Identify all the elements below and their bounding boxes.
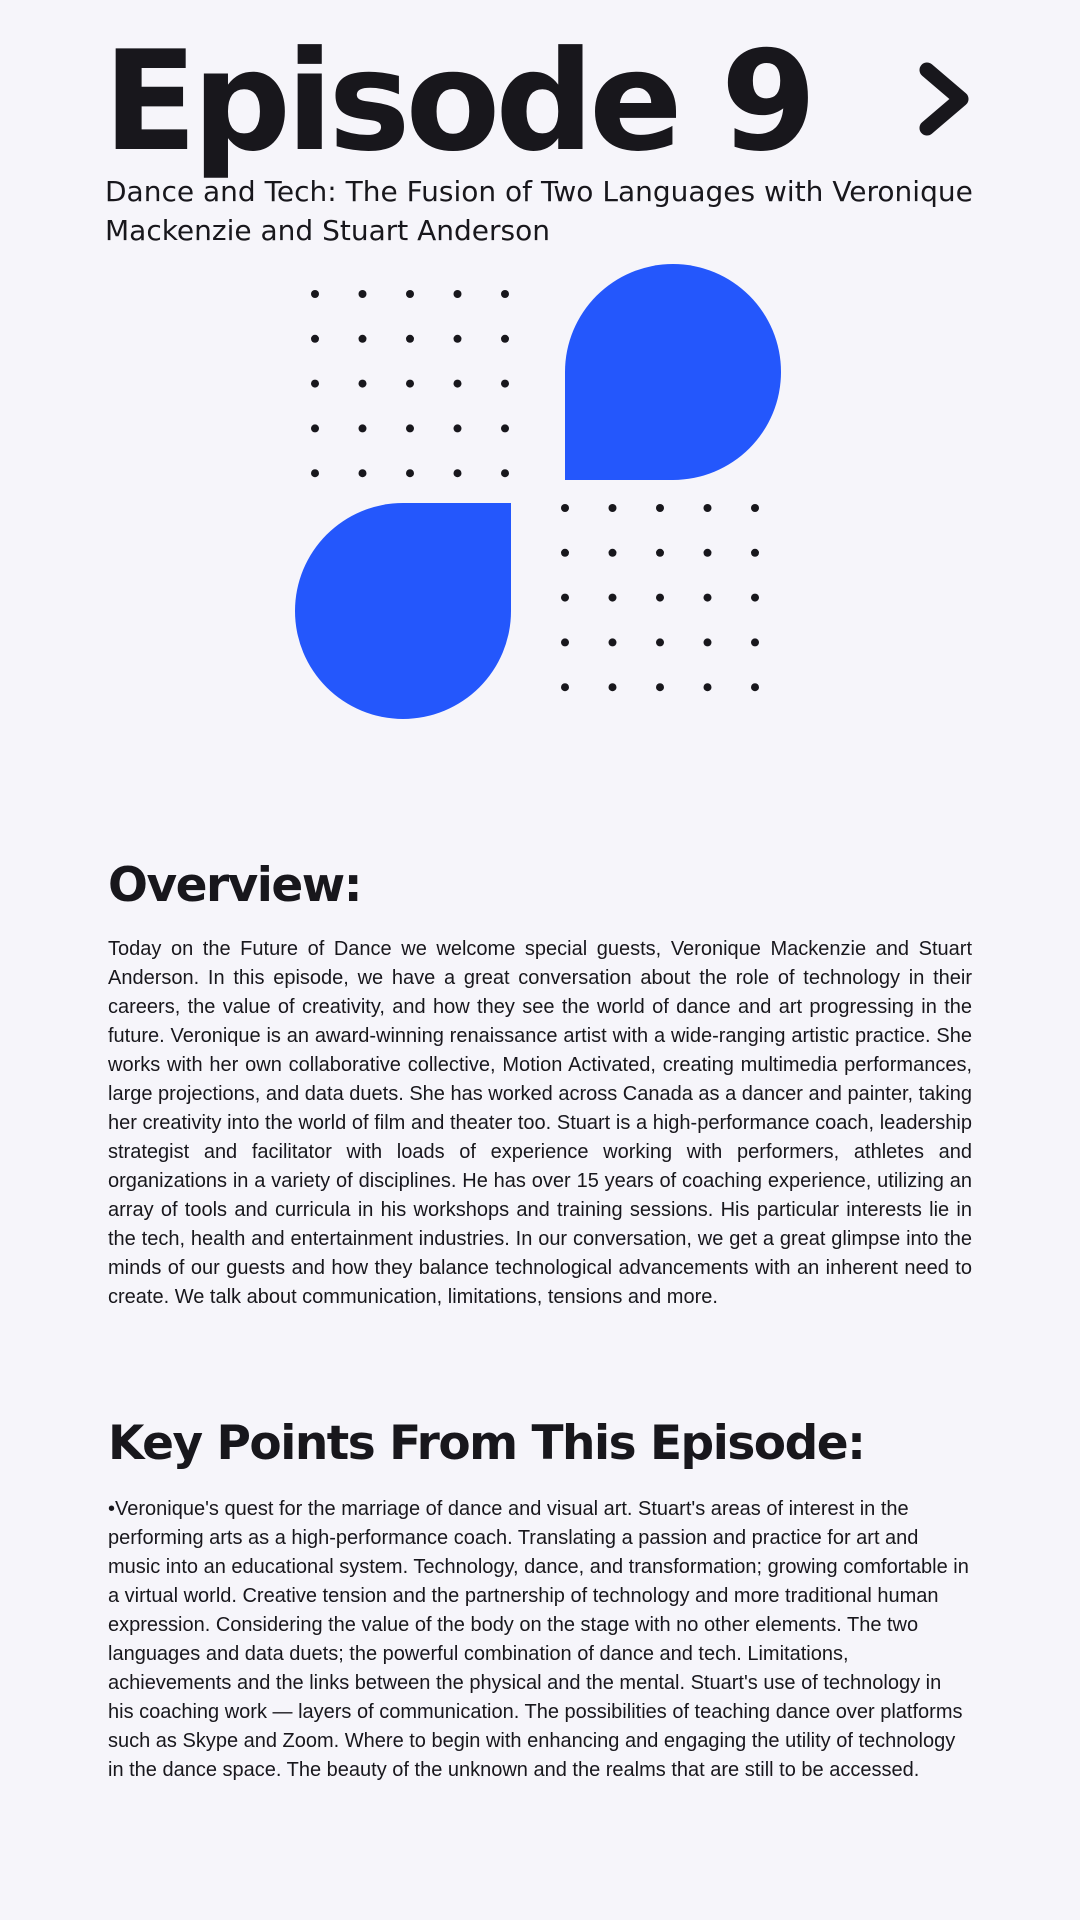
overview-heading: Overview: <box>108 858 361 913</box>
blue-teardrop-bottom-left <box>295 503 511 719</box>
dot <box>311 290 319 298</box>
dot <box>704 549 712 557</box>
dot <box>751 683 759 691</box>
key-points-text: •Veronique's quest for the marriage of dance and visual art. Stuart's areas of interest in the performing arts as a high-performance coach. Translating a passion and practice for art and music into an educational system. Technology, dance, and transformation; growing comfortable in a virtual world. Creative tension and the partnership of technology and more traditional human expression. Considering the value of the body on the stage with no other elements. The two languages and data duets; the powerful combination of dance and tech. Limitations, achievements and the links between the physical and the mental. Stuart's use of technology in his coaching work — layers of communication. The possibilities of teaching dance over platforms such as Skype and Zoom. Where to begin with enhancing and engaging the utility of technology in the dance space. The beauty of the unknown and the realms that are still to be accessed. <box>108 1498 969 1781</box>
dot <box>751 594 759 602</box>
dot <box>359 469 367 477</box>
dot <box>311 335 319 343</box>
dot <box>561 638 569 646</box>
next-episode-button[interactable] <box>915 60 975 138</box>
dot <box>561 549 569 557</box>
dot <box>501 290 509 298</box>
dot <box>359 424 367 432</box>
dot <box>454 335 462 343</box>
dot <box>501 469 509 477</box>
episode-title: Episode 9 <box>103 21 812 182</box>
dot <box>454 380 462 388</box>
dot <box>406 469 414 477</box>
dot <box>704 683 712 691</box>
dot <box>406 424 414 432</box>
dot <box>656 549 664 557</box>
dot <box>609 638 617 646</box>
dot <box>454 469 462 477</box>
dot <box>656 683 664 691</box>
dot <box>609 504 617 512</box>
dot <box>311 424 319 432</box>
blue-teardrop-top-right <box>565 264 781 480</box>
dot <box>561 683 569 691</box>
dot <box>359 380 367 388</box>
dot <box>501 335 509 343</box>
dot <box>751 638 759 646</box>
dot <box>656 504 664 512</box>
dot <box>609 594 617 602</box>
key-points-heading: Key Points From This Episode: <box>108 1416 865 1471</box>
dot <box>656 638 664 646</box>
episode-subtitle: Dance and Tech: The Fusion of Two Languages with Veronique Mackenzie and Stuart Anderson <box>105 175 973 247</box>
dot <box>704 504 712 512</box>
dot <box>609 549 617 557</box>
overview-text: Today on the Future of Dance we welcome special guests, Veronique Mackenzie and Stuart Anderson. In this episode, we have a great conversation about the role of technology in their careers, the value of creativity, and how they see the world of dance and art progressing in the future. Veronique is an award-winning renaissance artist with a wide-ranging artistic practice. She works with her own collaborative collective, Motion Activated, creating multimedia performances, large projections, and data duets. She has worked across Canada as a dancer and painter, taking her creativity into the world of film and theater too. Stuart is a high-performance coach, leadership strategist and facilitator with loads of experience working with performers, athletes and organizations in a variety of disciplines. He has over 15 years of coaching experience, utilizing an array of tools and curricula in his workshops and training sessions. His particular interests lie in the tech, health and entertainment industries. In our conversation, we get a great glimpse into the minds of our guests and how they balance technological advancements with an inherent need to create. We talk about communication, limitations, tensions and more. <box>108 938 972 1308</box>
dot-grid-top-left <box>311 290 509 477</box>
dot <box>406 335 414 343</box>
dot <box>406 380 414 388</box>
dot <box>656 594 664 602</box>
dot <box>454 424 462 432</box>
dot <box>609 683 617 691</box>
dot <box>751 549 759 557</box>
dot <box>454 290 462 298</box>
dot <box>501 424 509 432</box>
dot <box>311 469 319 477</box>
dot <box>751 504 759 512</box>
dot <box>406 290 414 298</box>
dot <box>359 335 367 343</box>
dot <box>704 594 712 602</box>
episode-artwork <box>280 255 800 735</box>
dot <box>359 290 367 298</box>
dot <box>501 380 509 388</box>
dot <box>561 594 569 602</box>
dot-grid-bottom-right <box>561 504 759 691</box>
chevron-right-icon <box>915 60 975 138</box>
dot <box>704 638 712 646</box>
dot <box>311 380 319 388</box>
dot <box>561 504 569 512</box>
